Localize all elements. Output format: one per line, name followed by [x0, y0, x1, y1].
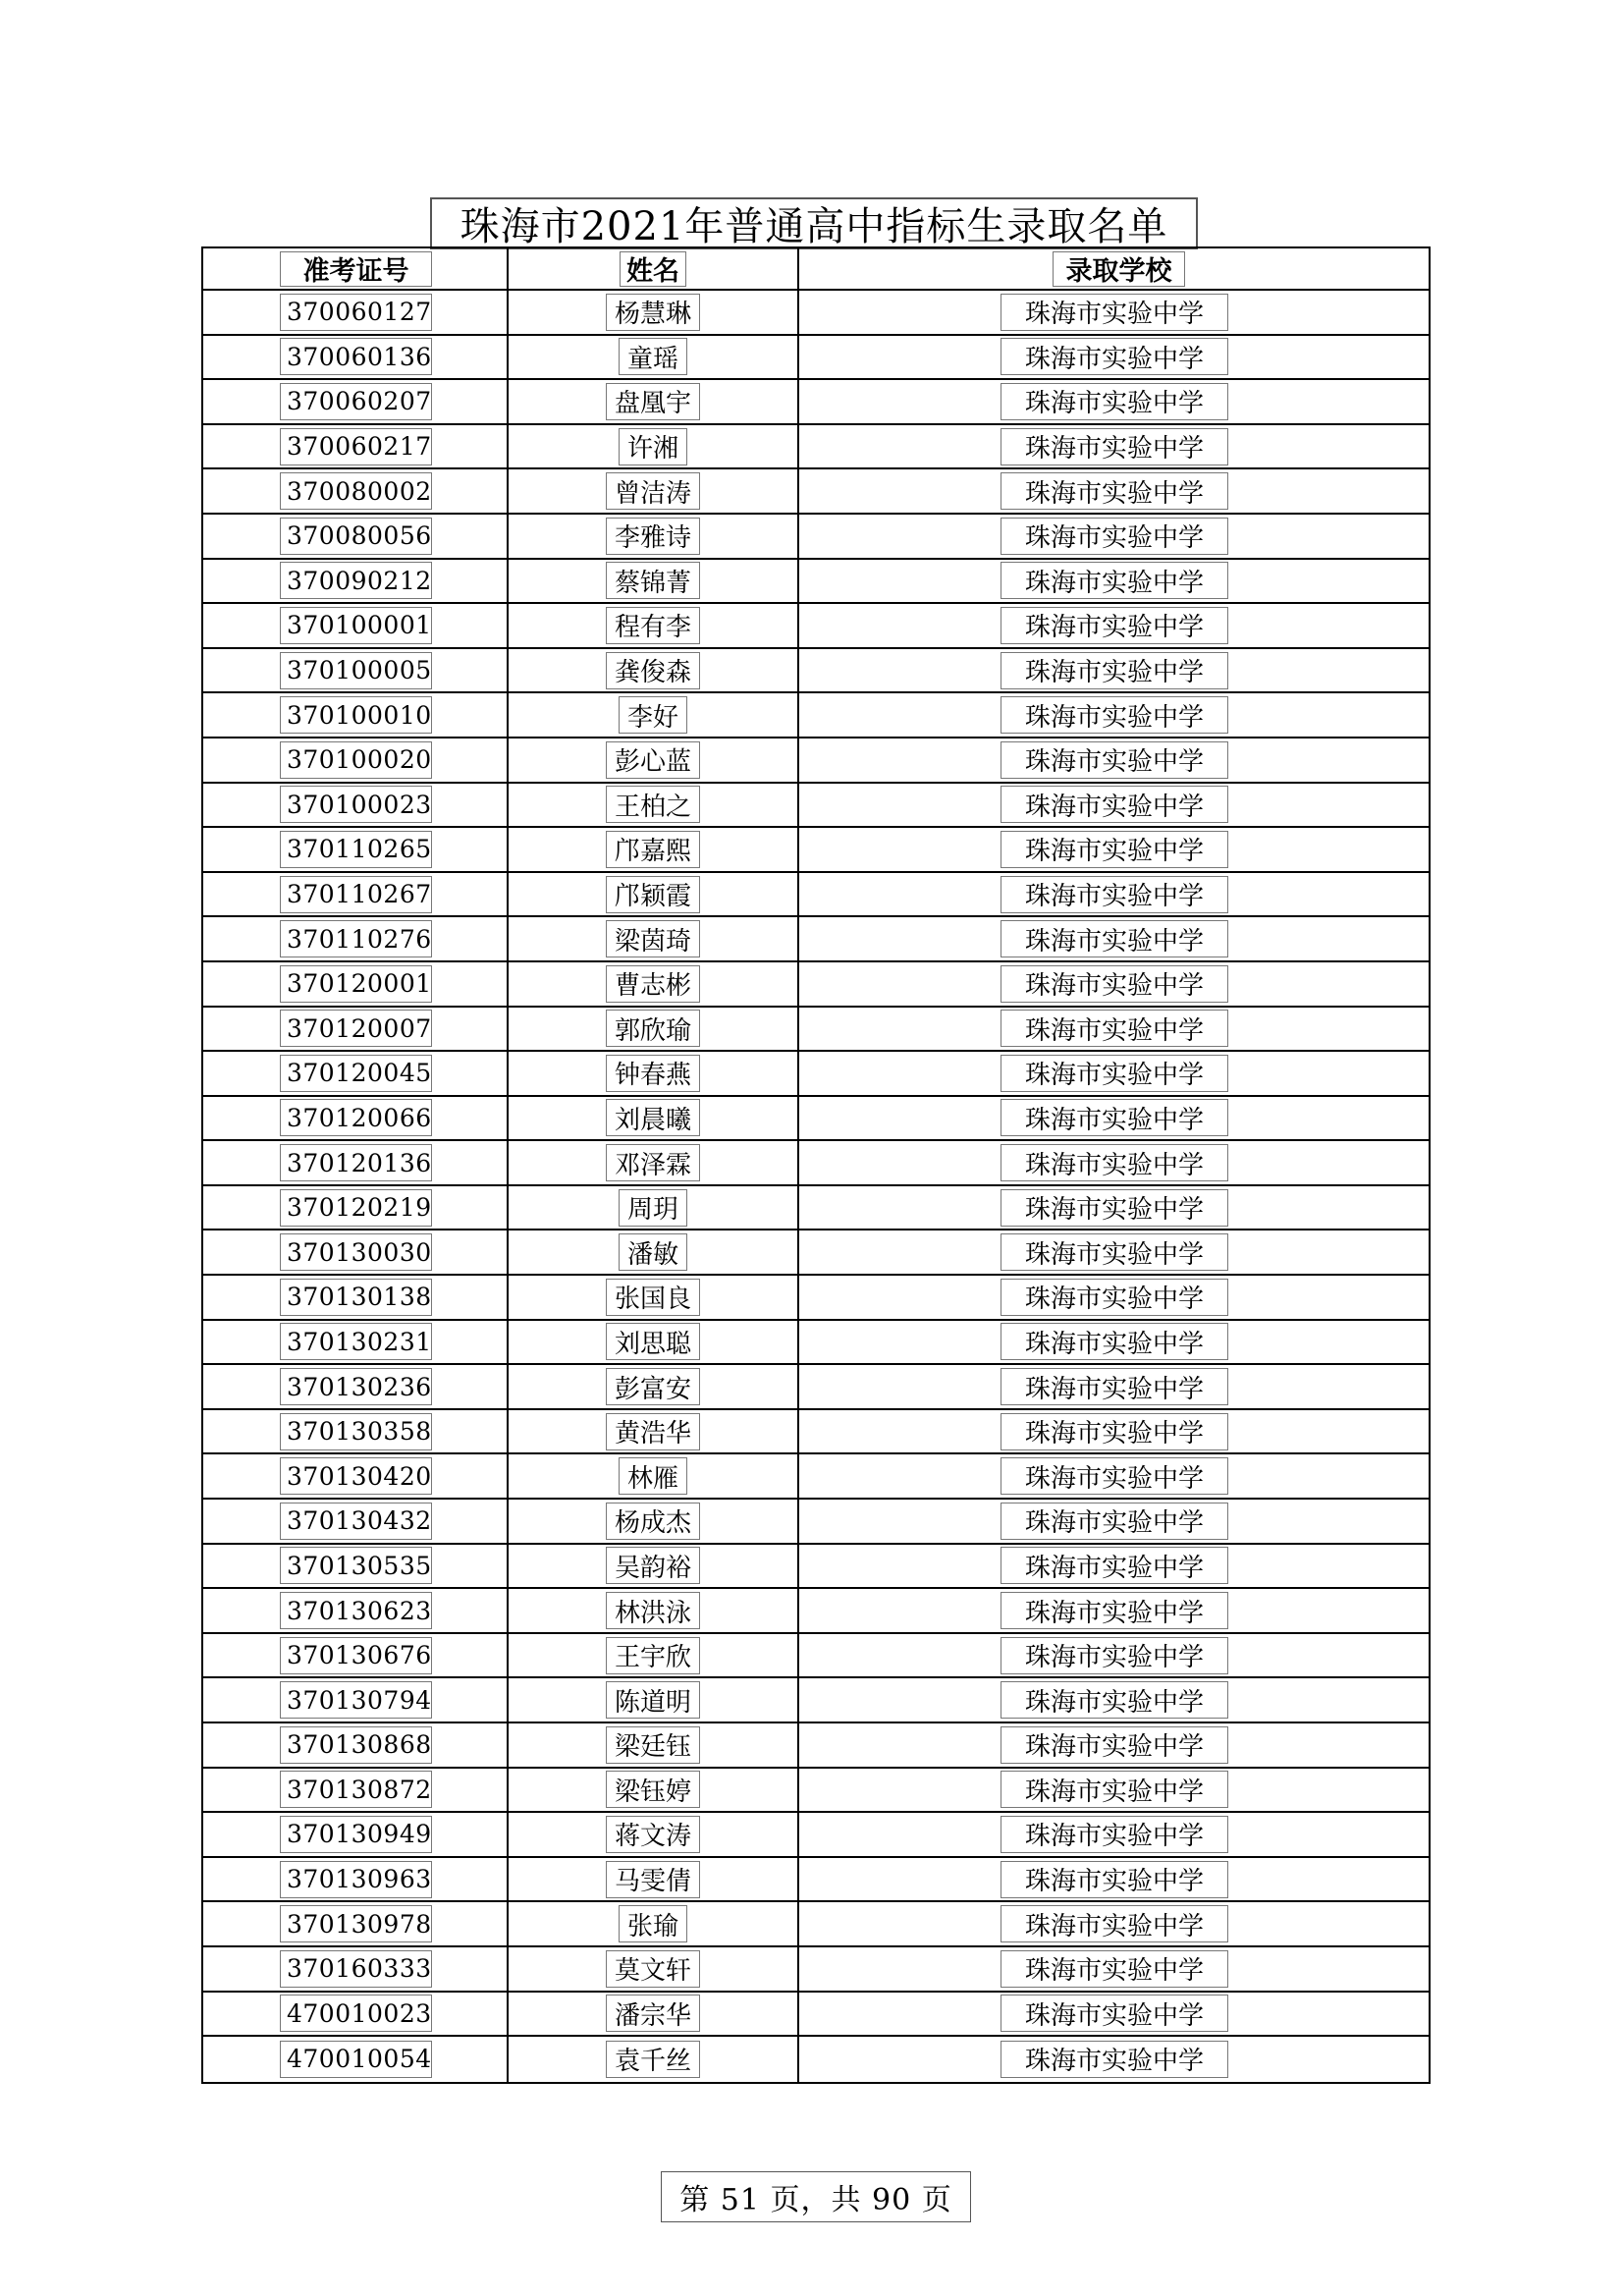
- student-name: 吴韵裕: [606, 1547, 700, 1584]
- student-name: 李雅诗: [606, 518, 700, 555]
- student-name: 梁廷钰: [606, 1726, 700, 1764]
- cell-school: [799, 380, 1429, 423]
- student-name: 郭欣瑜: [606, 1010, 700, 1047]
- cell-name: [509, 515, 799, 558]
- cell-school: [799, 1141, 1429, 1184]
- exam-id: 370100020: [280, 741, 432, 779]
- column-header-school: 录取学校: [1053, 251, 1185, 287]
- student-name: 梁茵琦: [606, 920, 700, 957]
- cell-name: [509, 1813, 799, 1856]
- table-row: [203, 873, 1429, 918]
- table-row: [203, 1230, 1429, 1276]
- student-name: 潘敏: [619, 1233, 687, 1271]
- cell-school: [799, 1947, 1429, 1991]
- cell-name: [509, 1947, 799, 1991]
- table-row: [203, 1141, 1429, 1186]
- student-name: 林雁: [619, 1457, 687, 1495]
- cell-name: [509, 336, 799, 379]
- table-row: [203, 1589, 1429, 1634]
- table-row: [203, 649, 1429, 694]
- admission-table: [201, 246, 1431, 2084]
- table-row: [203, 1545, 1429, 1590]
- exam-id: 370100023: [280, 786, 432, 823]
- table-row: [203, 1410, 1429, 1455]
- table-row: [203, 469, 1429, 515]
- exam-id: 370120219: [280, 1189, 432, 1227]
- student-name: 曾洁涛: [606, 472, 700, 510]
- cell-id: [203, 380, 509, 423]
- cell-name: [509, 1902, 799, 1945]
- table-row: [203, 1454, 1429, 1500]
- admitted-school: 珠海市实验中学: [1001, 1144, 1228, 1181]
- exam-id: 370130676: [280, 1637, 432, 1674]
- admitted-school: 珠海市实验中学: [1001, 1771, 1228, 1808]
- admitted-school: 珠海市实验中学: [1001, 965, 1228, 1003]
- header-cell-name: [509, 248, 799, 289]
- table-row: [203, 1947, 1429, 1993]
- table-row: [203, 693, 1429, 738]
- admitted-school: 珠海市实验中学: [1001, 1637, 1228, 1674]
- table-row: [203, 336, 1429, 381]
- cell-name: [509, 1052, 799, 1095]
- student-name: 陈道明: [606, 1681, 700, 1719]
- cell-id: [203, 1589, 509, 1632]
- table-row: [203, 1276, 1429, 1321]
- table-row: [203, 1769, 1429, 1814]
- table-row: [203, 1365, 1429, 1410]
- admitted-school: 珠海市实验中学: [1001, 1010, 1228, 1047]
- cell-name: [509, 784, 799, 827]
- student-name: 龚俊森: [606, 652, 700, 689]
- exam-id: 370130868: [280, 1726, 432, 1764]
- cell-name: [509, 1678, 799, 1722]
- admitted-school: 珠海市实验中学: [1001, 1233, 1228, 1271]
- exam-id: 370130978: [280, 1905, 432, 1942]
- student-name: 彭富安: [606, 1368, 700, 1405]
- admitted-school: 珠海市实验中学: [1001, 294, 1228, 331]
- student-name: 莫文轩: [606, 1950, 700, 1988]
- cell-name: [509, 1097, 799, 1140]
- table-row: [203, 1097, 1429, 1142]
- cell-id: [203, 1902, 509, 1945]
- cell-name: [509, 693, 799, 737]
- exam-id: 370160333: [280, 1950, 432, 1988]
- cell-school: [799, 560, 1429, 603]
- exam-id: 370130963: [280, 1861, 432, 1898]
- cell-name: [509, 1723, 799, 1767]
- cell-id: [203, 1500, 509, 1543]
- admitted-school: 珠海市实验中学: [1001, 1099, 1228, 1136]
- cell-school: [799, 1902, 1429, 1945]
- table-row: [203, 1186, 1429, 1231]
- cell-name: [509, 1634, 799, 1677]
- admitted-school: 珠海市实验中学: [1001, 2041, 1228, 2078]
- cell-school: [799, 425, 1429, 468]
- student-name: 李好: [619, 696, 687, 734]
- admitted-school: 珠海市实验中学: [1001, 741, 1228, 779]
- cell-school: [799, 1454, 1429, 1498]
- cell-school: [799, 1993, 1429, 2036]
- cell-id: [203, 1230, 509, 1274]
- header-cell-id: [203, 248, 509, 289]
- student-name: 潘宗华: [606, 1995, 700, 2032]
- cell-school: [799, 1276, 1429, 1319]
- cell-name: [509, 1589, 799, 1632]
- admitted-school: 珠海市实验中学: [1001, 1861, 1228, 1898]
- exam-id: 370130432: [280, 1503, 432, 1540]
- cell-school: [799, 1769, 1429, 1812]
- cell-school: [799, 1545, 1429, 1588]
- table-row: [203, 917, 1429, 962]
- document-title: 珠海市2021年普通高中指标生录取名单: [430, 197, 1198, 249]
- cell-school: [799, 1410, 1429, 1453]
- admitted-school: 珠海市实验中学: [1001, 518, 1228, 555]
- exam-id: 370130794: [280, 1681, 432, 1719]
- cell-id: [203, 1008, 509, 1051]
- cell-id: [203, 873, 509, 916]
- table-row: [203, 828, 1429, 873]
- table-row: [203, 1008, 1429, 1053]
- cell-id: [203, 1634, 509, 1677]
- cell-id: [203, 962, 509, 1006]
- admitted-school: 珠海市实验中学: [1001, 1279, 1228, 1316]
- exam-id: 370130236: [280, 1368, 432, 1405]
- table-row: [203, 604, 1429, 649]
- cell-name: [509, 560, 799, 603]
- cell-school: [799, 738, 1429, 782]
- cell-school: [799, 1321, 1429, 1364]
- cell-school: [799, 1008, 1429, 1051]
- table-row: [203, 1321, 1429, 1366]
- cell-school: [799, 469, 1429, 513]
- admitted-school: 珠海市实验中学: [1001, 1592, 1228, 1629]
- student-name: 张国良: [606, 1279, 700, 1316]
- cell-id: [203, 1276, 509, 1319]
- cell-name: [509, 1230, 799, 1274]
- student-name: 曹志彬: [606, 965, 700, 1003]
- student-name: 钟春燕: [606, 1055, 700, 1092]
- cell-id: [203, 515, 509, 558]
- admitted-school: 珠海市实验中学: [1001, 338, 1228, 375]
- student-name: 程有李: [606, 607, 700, 644]
- admitted-school: 珠海市实验中学: [1001, 1950, 1228, 1988]
- exam-id: 370060217: [280, 428, 432, 465]
- cell-school: [799, 1858, 1429, 1901]
- admitted-school: 珠海市实验中学: [1001, 383, 1228, 420]
- cell-id: [203, 784, 509, 827]
- cell-school: [799, 1634, 1429, 1677]
- exam-id: 370060207: [280, 383, 432, 420]
- cell-school: [799, 1097, 1429, 1140]
- student-name: 邝嘉熙: [606, 831, 700, 868]
- table-row: [203, 1813, 1429, 1858]
- student-name: 盘凰宇: [606, 383, 700, 420]
- exam-id: 370060127: [280, 294, 432, 331]
- table-row: [203, 784, 1429, 829]
- student-name: 彭心蓝: [606, 741, 700, 779]
- exam-id: 370100010: [280, 696, 432, 734]
- admitted-school: 珠海市实验中学: [1001, 1323, 1228, 1360]
- admitted-school: 珠海市实验中学: [1001, 1816, 1228, 1853]
- cell-id: [203, 1993, 509, 2036]
- admitted-school: 珠海市实验中学: [1001, 1457, 1228, 1495]
- cell-id: [203, 1097, 509, 1140]
- table-row: [203, 425, 1429, 470]
- admitted-school: 珠海市实验中学: [1001, 472, 1228, 510]
- cell-name: [509, 469, 799, 513]
- cell-id: [203, 828, 509, 871]
- exam-id: 370110265: [280, 831, 432, 868]
- cell-name: [509, 1769, 799, 1812]
- cell-id: [203, 469, 509, 513]
- student-name: 邝颖霞: [606, 876, 700, 913]
- student-name: 许湘: [619, 428, 687, 465]
- table-row: [203, 515, 1429, 560]
- exam-id: 370110267: [280, 876, 432, 913]
- exam-id: 370110276: [280, 920, 432, 957]
- cell-school: [799, 1678, 1429, 1722]
- cell-id: [203, 1410, 509, 1453]
- cell-name: [509, 1365, 799, 1408]
- exam-id: 370100005: [280, 652, 432, 689]
- student-name: 蒋文涛: [606, 1816, 700, 1853]
- admitted-school: 珠海市实验中学: [1001, 1413, 1228, 1450]
- cell-id: [203, 649, 509, 692]
- exam-id: 370130358: [280, 1413, 432, 1450]
- cell-name: [509, 962, 799, 1006]
- cell-name: [509, 2037, 799, 2082]
- column-header-name: 姓名: [620, 251, 686, 287]
- exam-id: 370120001: [280, 965, 432, 1003]
- student-name: 杨慧琳: [606, 294, 700, 331]
- cell-name: [509, 291, 799, 334]
- cell-name: [509, 1858, 799, 1901]
- cell-name: [509, 738, 799, 782]
- student-name: 刘思聪: [606, 1323, 700, 1360]
- admitted-school: 珠海市实验中学: [1001, 562, 1228, 599]
- cell-school: [799, 649, 1429, 692]
- cell-school: [799, 1500, 1429, 1543]
- cell-id: [203, 1454, 509, 1498]
- table-row: [203, 1993, 1429, 2038]
- table-row: [203, 1858, 1429, 1903]
- exam-id: 370120066: [280, 1099, 432, 1136]
- exam-id: 370130872: [280, 1771, 432, 1808]
- student-name: 王宇欣: [606, 1637, 700, 1674]
- admitted-school: 珠海市实验中学: [1001, 607, 1228, 644]
- table-row: [203, 2037, 1429, 2082]
- cell-id: [203, 1678, 509, 1722]
- student-name: 马雯倩: [606, 1861, 700, 1898]
- exam-id: 370060136: [280, 338, 432, 375]
- exam-id: 370130949: [280, 1816, 432, 1853]
- cell-school: [799, 1589, 1429, 1632]
- exam-id: 470010054: [280, 2041, 432, 2078]
- page-footer: [661, 2171, 971, 2222]
- cell-name: [509, 1276, 799, 1319]
- admitted-school: 珠海市实验中学: [1001, 428, 1228, 465]
- cell-name: [509, 1500, 799, 1543]
- exam-id: 370130535: [280, 1547, 432, 1584]
- table-row: [203, 1500, 1429, 1545]
- cell-name: [509, 1141, 799, 1184]
- admitted-school: 珠海市实验中学: [1001, 1681, 1228, 1719]
- admitted-school: 珠海市实验中学: [1001, 1726, 1228, 1764]
- cell-id: [203, 604, 509, 647]
- admitted-school: 珠海市实验中学: [1001, 696, 1228, 734]
- exam-id: 370120007: [280, 1010, 432, 1047]
- student-name: 童瑶: [619, 338, 687, 375]
- cell-name: [509, 425, 799, 468]
- cell-id: [203, 1186, 509, 1230]
- cell-id: [203, 1813, 509, 1856]
- header-cell-school: [799, 248, 1429, 289]
- exam-id: 370130420: [280, 1457, 432, 1495]
- table-row: [203, 1678, 1429, 1723]
- admitted-school: 珠海市实验中学: [1001, 876, 1228, 913]
- cell-name: [509, 649, 799, 692]
- exam-id: 370080002: [280, 472, 432, 510]
- student-name: 刘晨曦: [606, 1099, 700, 1136]
- cell-id: [203, 693, 509, 737]
- table-row: [203, 380, 1429, 425]
- cell-id: [203, 336, 509, 379]
- cell-name: [509, 1454, 799, 1498]
- cell-name: [509, 873, 799, 916]
- cell-school: [799, 784, 1429, 827]
- student-name: 邓泽霖: [606, 1144, 700, 1181]
- cell-id: [203, 738, 509, 782]
- cell-id: [203, 1365, 509, 1408]
- admitted-school: 珠海市实验中学: [1001, 1368, 1228, 1405]
- student-name: 王柏之: [606, 786, 700, 823]
- cell-school: [799, 515, 1429, 558]
- cell-id: [203, 425, 509, 468]
- admitted-school: 珠海市实验中学: [1001, 1189, 1228, 1227]
- cell-name: [509, 380, 799, 423]
- cell-name: [509, 604, 799, 647]
- cell-school: [799, 2037, 1429, 2082]
- cell-school: [799, 917, 1429, 960]
- cell-id: [203, 1947, 509, 1991]
- admitted-school: 珠海市实验中学: [1001, 920, 1228, 957]
- admitted-school: 珠海市实验中学: [1001, 1547, 1228, 1584]
- student-name: 梁钰婷: [606, 1771, 700, 1808]
- cell-school: [799, 1365, 1429, 1408]
- table-row: [203, 560, 1429, 605]
- table-row: [203, 1723, 1429, 1769]
- admitted-school: 珠海市实验中学: [1001, 1995, 1228, 2032]
- column-header-id: 准考证号: [280, 251, 432, 287]
- exam-id: 370080056: [280, 518, 432, 555]
- student-name: 林洪泳: [606, 1592, 700, 1629]
- exam-id: 370130030: [280, 1233, 432, 1271]
- cell-id: [203, 1769, 509, 1812]
- cell-name: [509, 1321, 799, 1364]
- exam-id: 370130623: [280, 1592, 432, 1629]
- exam-id: 370130231: [280, 1323, 432, 1360]
- exam-id: 470010023: [280, 1995, 432, 2032]
- cell-name: [509, 1545, 799, 1588]
- student-name: 黄浩华: [606, 1413, 700, 1450]
- student-name: 张瑜: [619, 1905, 687, 1942]
- student-name: 周玥: [619, 1189, 687, 1227]
- cell-name: [509, 828, 799, 871]
- cell-id: [203, 2037, 509, 2082]
- table-row: [203, 291, 1429, 336]
- cell-id: [203, 1858, 509, 1901]
- cell-school: [799, 828, 1429, 871]
- cell-school: [799, 1186, 1429, 1230]
- exam-id: 370130138: [280, 1279, 432, 1316]
- admitted-school: 珠海市实验中学: [1001, 831, 1228, 868]
- admitted-school: 珠海市实验中学: [1001, 1905, 1228, 1942]
- cell-id: [203, 1545, 509, 1588]
- admitted-school: 珠海市实验中学: [1001, 786, 1228, 823]
- admitted-school: 珠海市实验中学: [1001, 1503, 1228, 1540]
- cell-school: [799, 1723, 1429, 1767]
- table-header-row: [203, 248, 1429, 291]
- exam-id: 370120045: [280, 1055, 432, 1092]
- cell-id: [203, 1723, 509, 1767]
- cell-id: [203, 1321, 509, 1364]
- cell-school: [799, 693, 1429, 737]
- page-number-text: 第 51 页，共 90 页: [679, 2183, 952, 2217]
- cell-school: [799, 962, 1429, 1006]
- cell-id: [203, 560, 509, 603]
- cell-school: [799, 1230, 1429, 1274]
- cell-id: [203, 291, 509, 334]
- cell-school: [799, 336, 1429, 379]
- table-row: [203, 1634, 1429, 1679]
- cell-name: [509, 1008, 799, 1051]
- table-row: [203, 1902, 1429, 1947]
- table-row: [203, 962, 1429, 1008]
- cell-id: [203, 917, 509, 960]
- table-row: [203, 738, 1429, 784]
- cell-school: [799, 604, 1429, 647]
- exam-id: 370090212: [280, 562, 432, 599]
- student-name: 杨成杰: [606, 1503, 700, 1540]
- cell-name: [509, 917, 799, 960]
- cell-id: [203, 1141, 509, 1184]
- cell-name: [509, 1993, 799, 2036]
- exam-id: 370100001: [280, 607, 432, 644]
- cell-name: [509, 1410, 799, 1453]
- exam-id: 370120136: [280, 1144, 432, 1181]
- admitted-school: 珠海市实验中学: [1001, 1055, 1228, 1092]
- admitted-school: 珠海市实验中学: [1001, 652, 1228, 689]
- cell-school: [799, 1052, 1429, 1095]
- cell-school: [799, 873, 1429, 916]
- cell-school: [799, 1813, 1429, 1856]
- table-row: [203, 1052, 1429, 1097]
- cell-name: [509, 1186, 799, 1230]
- student-name: 袁千丝: [606, 2041, 700, 2078]
- cell-school: [799, 291, 1429, 334]
- student-name: 蔡锦菁: [606, 562, 700, 599]
- cell-id: [203, 1052, 509, 1095]
